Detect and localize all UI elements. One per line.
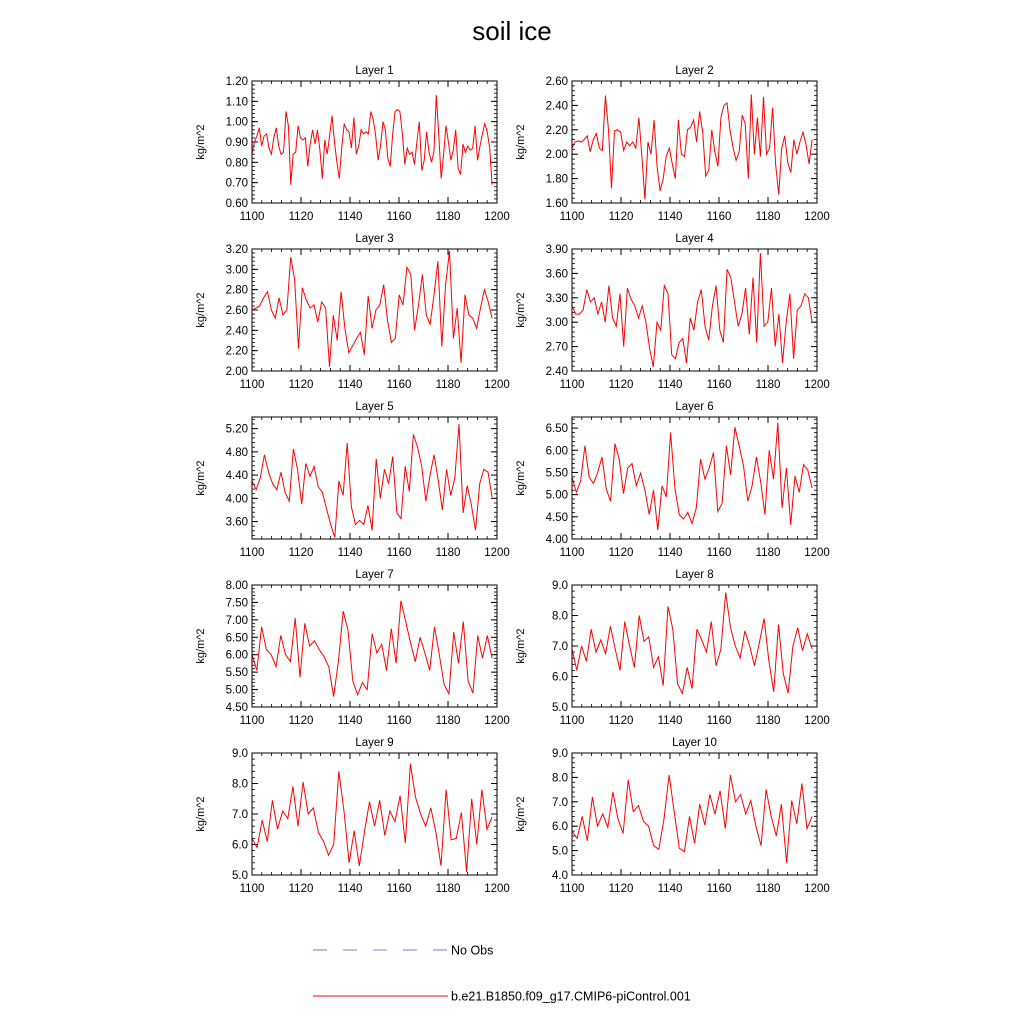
y-tick-label: 7.50: [225, 597, 248, 610]
panel-title: Layer 7: [355, 569, 394, 581]
panel-title: Layer 5: [355, 401, 394, 413]
y-tick-label: 4.50: [225, 702, 248, 714]
x-tick-label: 1140: [657, 211, 683, 223]
x-tick-label: 1180: [755, 547, 781, 559]
y-tick-label: 0.80: [225, 157, 248, 170]
legend-label: No Obs: [451, 943, 494, 958]
y-tick-label: 0.60: [225, 198, 248, 210]
x-tick-label: 1200: [804, 379, 830, 391]
series-line: [252, 424, 492, 537]
panel-title: Layer 3: [355, 233, 394, 245]
y-axis-label: kg/m^2: [515, 796, 527, 832]
y-tick-label: 5.0: [232, 870, 248, 882]
legend: [313, 944, 691, 1004]
y-tick-label: 2.70: [545, 341, 568, 354]
y-tick-label: 2.20: [225, 345, 248, 358]
y-tick-label: 5.0: [552, 845, 568, 858]
y-axis-label: kg/m^2: [195, 796, 207, 832]
y-tick-label: 2.40: [545, 366, 568, 378]
x-tick-label: 1100: [559, 547, 585, 559]
y-tick-label: 7.0: [552, 641, 568, 653]
y-tick-label: 5.50: [225, 667, 248, 680]
x-tick-label: 1140: [337, 211, 363, 223]
x-tick-label: 1200: [804, 211, 830, 223]
panel-layer-2: [515, 65, 830, 223]
x-tick-label: 1160: [706, 211, 732, 223]
x-tick-label: 1100: [559, 379, 585, 391]
y-tick-label: 9.0: [552, 580, 568, 592]
panel-title: Layer 1: [355, 65, 394, 77]
legend-label: b.e21.B1850.f09_g17.CMIP6-piControl.001: [451, 989, 691, 1004]
panel-title: Layer 10: [672, 737, 717, 749]
x-tick-label: 1140: [337, 547, 363, 559]
x-tick-label: 1100: [559, 715, 585, 727]
panel-layer-5: [195, 401, 510, 559]
x-tick-label: 1160: [386, 547, 412, 559]
y-tick-label: 6.50: [225, 632, 248, 645]
panel-layer-7: [195, 569, 510, 727]
series-line: [252, 251, 492, 367]
page-title: soil ice: [472, 16, 552, 46]
x-tick-label: 1160: [386, 211, 412, 223]
x-tick-label: 1200: [804, 547, 830, 559]
x-tick-label: 1140: [657, 715, 683, 727]
x-tick-label: 1160: [706, 883, 732, 895]
y-tick-label: 1.20: [225, 76, 248, 88]
y-tick-label: 4.50: [545, 511, 568, 524]
y-tick-label: 3.00: [545, 317, 568, 330]
y-tick-label: 5.50: [545, 467, 568, 480]
y-tick-label: 6.50: [545, 423, 568, 436]
y-tick-label: 6.0: [552, 671, 568, 684]
x-tick-label: 1120: [288, 211, 314, 223]
x-tick-label: 1140: [337, 883, 363, 895]
y-axis-label: kg/m^2: [515, 292, 527, 328]
series-line: [252, 95, 492, 185]
x-tick-label: 1180: [435, 379, 461, 391]
y-tick-label: 4.00: [225, 493, 248, 506]
x-tick-label: 1100: [559, 883, 585, 895]
x-tick-label: 1180: [755, 715, 781, 727]
x-tick-label: 1140: [657, 379, 683, 391]
panel-title: Layer 2: [675, 65, 714, 77]
x-tick-label: 1140: [657, 547, 683, 559]
x-tick-label: 1100: [239, 883, 265, 895]
panel-layer-4: [515, 233, 830, 391]
y-axis-label: kg/m^2: [195, 124, 207, 160]
panel-title: Layer 9: [355, 737, 394, 749]
y-tick-label: 4.00: [545, 534, 568, 546]
x-tick-label: 1200: [804, 715, 830, 727]
y-axis-label: kg/m^2: [195, 292, 207, 328]
y-axis-label: kg/m^2: [515, 124, 527, 160]
y-tick-label: 0.70: [225, 177, 248, 190]
y-tick-label: 0.90: [225, 137, 248, 149]
x-tick-label: 1200: [484, 379, 510, 391]
y-tick-label: 8.00: [225, 580, 248, 592]
y-axis-label: kg/m^2: [195, 460, 207, 496]
x-tick-label: 1100: [239, 379, 265, 391]
y-tick-label: 8.0: [552, 772, 568, 785]
y-tick-label: 5.00: [545, 489, 568, 502]
series-line: [252, 601, 492, 697]
x-tick-label: 1200: [804, 883, 830, 895]
y-axis-label: kg/m^2: [515, 628, 527, 664]
series-line: [572, 593, 812, 694]
y-tick-label: 2.80: [225, 284, 248, 297]
x-tick-label: 1160: [706, 379, 732, 391]
y-tick-label: 6.0: [552, 821, 568, 834]
x-tick-label: 1100: [239, 547, 265, 559]
panel-layer-6: [515, 401, 830, 559]
x-tick-label: 1180: [435, 883, 461, 895]
y-axis-label: kg/m^2: [195, 628, 207, 664]
x-tick-label: 1160: [386, 379, 412, 391]
x-tick-label: 1100: [239, 211, 265, 223]
x-tick-label: 1180: [755, 883, 781, 895]
y-tick-label: 4.0: [552, 870, 568, 882]
y-tick-label: 3.60: [225, 516, 248, 529]
x-tick-label: 1180: [755, 379, 781, 391]
x-tick-label: 1180: [435, 715, 461, 727]
panel-title: Layer 4: [675, 233, 714, 245]
y-tick-label: 6.00: [545, 445, 568, 458]
x-tick-label: 1120: [288, 547, 314, 559]
y-tick-label: 2.00: [545, 149, 568, 162]
y-tick-label: 7.0: [552, 796, 568, 809]
panel-layer-8: [515, 569, 830, 727]
panel-layer-1: [195, 65, 510, 223]
x-tick-label: 1160: [386, 715, 412, 727]
y-tick-label: 1.80: [545, 173, 568, 186]
y-tick-label: 3.20: [225, 244, 248, 256]
y-tick-label: 9.0: [232, 748, 248, 760]
x-tick-label: 1120: [608, 883, 634, 895]
y-tick-label: 5.20: [225, 423, 248, 436]
x-tick-label: 1120: [608, 211, 634, 223]
y-tick-label: 2.60: [225, 305, 248, 317]
y-tick-label: 2.20: [545, 124, 568, 137]
x-tick-label: 1200: [484, 883, 510, 895]
series-line: [572, 94, 812, 199]
y-tick-label: 5.00: [225, 684, 248, 697]
series-line: [572, 423, 812, 530]
series-line: [572, 775, 812, 863]
y-tick-label: 9.0: [552, 748, 568, 760]
y-tick-label: 1.00: [225, 116, 248, 129]
y-tick-label: 7.0: [232, 809, 248, 821]
y-tick-label: 3.60: [545, 268, 568, 281]
plot-frame: [572, 249, 817, 371]
panel-layer-9: [195, 737, 510, 895]
y-tick-label: 2.00: [225, 366, 248, 378]
y-tick-label: 6.00: [225, 649, 248, 662]
y-axis-label: kg/m^2: [515, 460, 527, 496]
series-line: [572, 253, 812, 367]
x-tick-label: 1160: [706, 547, 732, 559]
y-tick-label: 8.0: [552, 610, 568, 623]
x-tick-label: 1100: [239, 715, 265, 727]
y-tick-label: 1.60: [545, 198, 568, 210]
x-tick-label: 1160: [386, 883, 412, 895]
x-tick-label: 1120: [608, 547, 634, 559]
x-tick-label: 1200: [484, 211, 510, 223]
y-tick-label: 3.90: [545, 244, 568, 256]
y-tick-label: 2.40: [225, 325, 248, 338]
x-tick-label: 1180: [755, 211, 781, 223]
y-tick-label: 4.40: [225, 470, 248, 483]
x-tick-label: 1200: [484, 715, 510, 727]
y-tick-label: 2.40: [545, 100, 568, 113]
x-tick-label: 1180: [435, 547, 461, 559]
y-tick-label: 3.00: [225, 264, 248, 277]
x-tick-label: 1120: [288, 883, 314, 895]
x-tick-label: 1200: [484, 547, 510, 559]
panel-layer-10: [515, 737, 830, 895]
y-tick-label: 5.0: [552, 702, 568, 714]
y-tick-label: 6.0: [232, 839, 248, 852]
x-tick-label: 1140: [337, 715, 363, 727]
y-tick-label: 7.00: [225, 614, 248, 627]
y-tick-label: 8.0: [232, 778, 248, 791]
series-line: [252, 764, 492, 872]
y-tick-label: 1.10: [225, 96, 248, 109]
panel-layer-3: [195, 233, 510, 391]
x-tick-label: 1120: [608, 715, 634, 727]
y-tick-label: 3.30: [545, 292, 568, 305]
panel-title: Layer 8: [675, 569, 714, 581]
x-tick-label: 1120: [288, 379, 314, 391]
x-tick-label: 1120: [608, 379, 634, 391]
x-tick-label: 1100: [559, 211, 585, 223]
x-tick-label: 1120: [288, 715, 314, 727]
plot-frame: [252, 417, 497, 539]
x-tick-label: 1160: [706, 715, 732, 727]
x-tick-label: 1140: [657, 883, 683, 895]
y-tick-label: 2.60: [545, 76, 568, 88]
x-tick-label: 1140: [337, 379, 363, 391]
y-tick-label: 4.80: [225, 446, 248, 459]
panel-title: Layer 6: [675, 401, 714, 413]
x-tick-label: 1180: [435, 211, 461, 223]
